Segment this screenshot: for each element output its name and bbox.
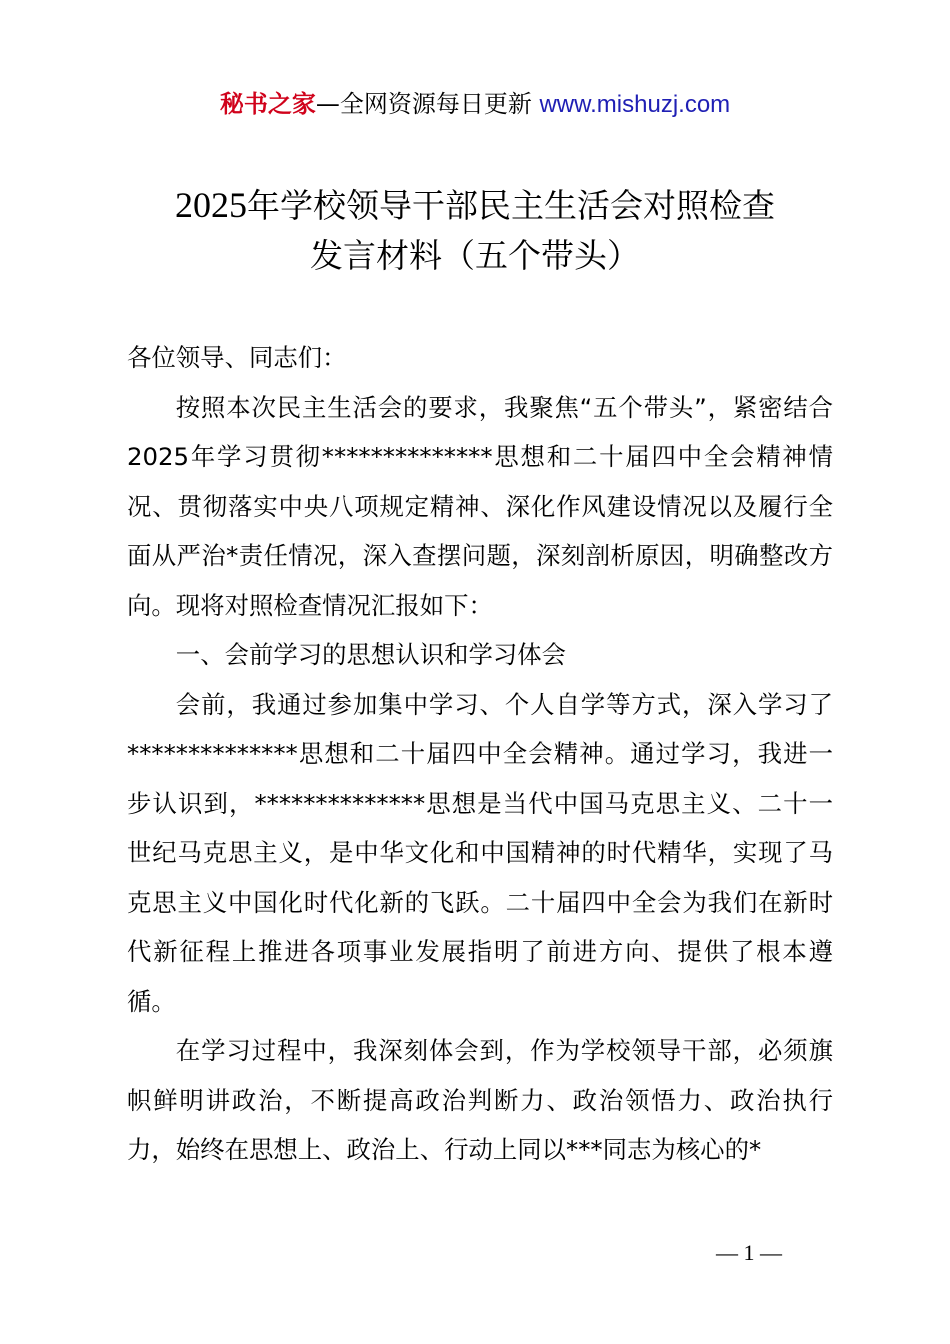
title-line-1 (0, 180, 950, 231)
header-tagline: —全网资源每日更新 (315, 90, 540, 118)
site-header (0, 86, 950, 123)
paragraph-intro: 按照本次民主生活会的要求，我聚焦“五个带头”，紧密结合2025年学习贯彻**************思想和二十届四中全会精神情况、贯彻落实中央八项规定精神、深化作风建设情况以及履行全面从严治*责任情况，深入查摆问题，深刻剖析原因，明确整改方向。现将对照检查情况汇报如下： (127, 392, 833, 620)
paragraph-study: 会前，我通过参加集中学习、个人自学等方式，深入学习了**************思想和二十届四中全会精神。通过学习，我进一步认识到，**************思想是当代中国马克思主义、二十一世纪马克思主义，是中华文化和中国精神的时代精华，实现了马克思主义中国化时代化新的飞跃。二十届四中全会为我们在新时代新征程上推进各项事业发展指明了前进方向、提供了根本遵循。 (127, 689, 833, 1016)
salutation: 各位领导、同志们： (127, 343, 347, 372)
document-title (0, 180, 950, 281)
title-line-1-text: 年学校领导干部民主生活会对照检查 (247, 186, 775, 225)
title-line-2: 发言材料（五个带头） (310, 236, 640, 275)
document-body (127, 333, 833, 1175)
title-year: 2025 (175, 185, 247, 225)
page-number: — 1 — (716, 1240, 782, 1265)
brand-name: 秘书之家 (219, 90, 316, 118)
paragraph-reflection: 在学习过程中，我深刻体会到，作为学校领导干部，必须旗帜鲜明讲政治，不断提高政治判断力、政治领悟力、政治执行力，始终在思想上、政治上、行动上同以***同志为核心的* (127, 1036, 833, 1164)
site-url-link[interactable]: www.mishuzj.com (539, 91, 731, 118)
section-heading-1: 一、会前学习的思想认识和学习体会 (175, 640, 567, 669)
